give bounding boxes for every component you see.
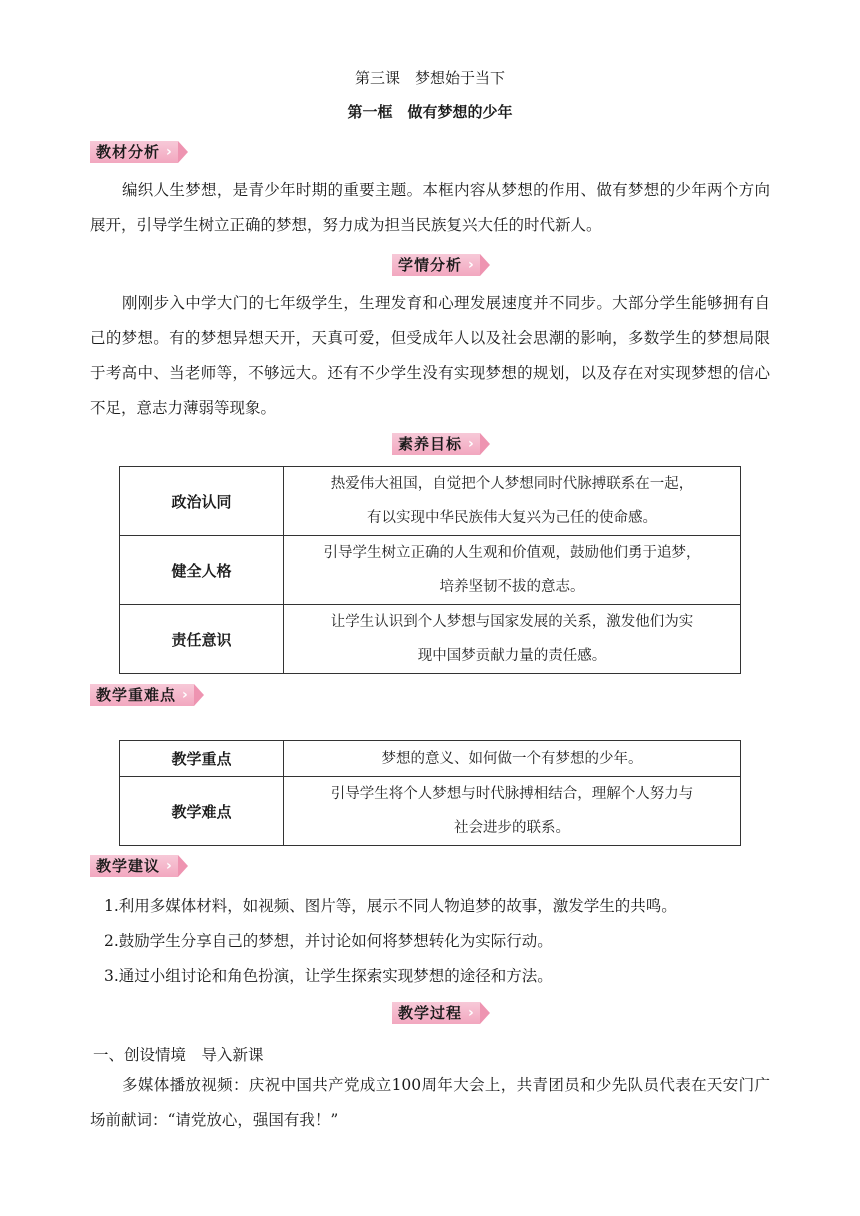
goal-content-cell: 让学生认识到个人梦想与国家发展的关系，激发他们为实 现中国梦贡献力量的责任感。 xyxy=(284,605,741,674)
lesson-title: 第三课 梦想始于当下 xyxy=(354,69,505,87)
key-point-content-cell: 引导学生将个人梦想与时代脉搏相结合，理解个人努力与 社会进步的联系。 xyxy=(284,777,741,846)
textbook-analysis-paragraph: 编织人生梦想，是青少年时期的重要主题。本框内容从梦想的作用、做有梦想的少年两个方向展开，引导学生树立正确的梦想，努力成为担当民族复兴大任的时代新人。 xyxy=(90,181,770,234)
table-row xyxy=(120,605,741,674)
section-tag-textbook-analysis xyxy=(90,140,178,164)
table-row xyxy=(120,777,741,846)
process-paragraph: 多媒体播放视频：庆祝中国共产党成立100周年大会上，共青团员和少先队员代表在天安门广场前献词：“请党放心，强国有我！” xyxy=(90,1076,770,1129)
section-tag-label: 教学过程 xyxy=(398,1004,463,1022)
section-tag-label: 教材分析 xyxy=(96,143,161,161)
chevron-right-icon: › xyxy=(468,257,475,273)
chevron-right-icon: › xyxy=(182,687,189,703)
section-tag-process xyxy=(392,1001,480,1025)
frame-title: 第一框 做有梦想的少年 xyxy=(347,103,513,121)
key-points-table xyxy=(119,740,741,846)
goal-name-cell: 政治认同 xyxy=(120,467,284,536)
process-step-title: 一、创设情境 导入新课 xyxy=(93,1046,264,1064)
section-tag-suggestions xyxy=(90,854,178,878)
key-point-name-cell: 教学难点 xyxy=(120,777,284,846)
table-row xyxy=(120,467,741,536)
suggestion-item: 3.通过小组讨论和角色扮演，让学生探索实现梦想的途径和方法。 xyxy=(104,967,553,985)
section-tag-label: 学情分析 xyxy=(398,256,463,274)
goal-content-cell: 引导学生树立正确的人生观和价值观，鼓励他们勇于追梦， 培养坚韧不拔的意志。 xyxy=(284,536,741,605)
chevron-right-icon: › xyxy=(166,858,173,874)
suggestion-item: 2.鼓励学生分享自己的梦想，并讨论如何将梦想转化为实际行动。 xyxy=(104,932,553,950)
goal-content-cell: 热爱伟大祖国，自觉把个人梦想同时代脉搏联系在一起， 有以实现中华民族伟大复兴为己任的使命感。 xyxy=(284,467,741,536)
key-point-name-cell: 教学重点 xyxy=(120,741,284,777)
chevron-right-icon: › xyxy=(468,436,475,452)
section-tag-goals xyxy=(392,432,480,456)
goals-table xyxy=(119,466,741,674)
section-tag-label: 素养目标 xyxy=(398,435,463,453)
section-tag-student-analysis xyxy=(392,253,480,277)
table-row xyxy=(120,536,741,605)
key-point-content-cell: 梦想的意义、如何做一个有梦想的少年。 xyxy=(284,741,741,777)
table-row xyxy=(120,741,741,777)
section-tag-key-points xyxy=(90,683,194,707)
suggestion-item: 1.利用多媒体材料，如视频、图片等，展示不同人物追梦的故事，激发学生的共鸣。 xyxy=(104,897,677,915)
section-tag-label: 教学重难点 xyxy=(96,686,177,704)
chevron-right-icon: › xyxy=(166,144,173,160)
goal-name-cell: 健全人格 xyxy=(120,536,284,605)
goal-name-cell: 责任意识 xyxy=(120,605,284,674)
student-analysis-paragraph: 刚刚步入中学大门的七年级学生，生理发育和心理发展速度并不同步。大部分学生能够拥有自己的梦想。有的梦想异想天开，天真可爱，但受成年人以及社会思潮的影响，多数学生的梦想局限于考高中、当老师等，不够远大。还有不少学生没有实现梦想的规划，以及存在对实现梦想的信心不足，意志力薄弱等现象。 xyxy=(90,294,770,417)
section-tag-label: 教学建议 xyxy=(96,857,161,875)
chevron-right-icon: › xyxy=(468,1005,475,1021)
